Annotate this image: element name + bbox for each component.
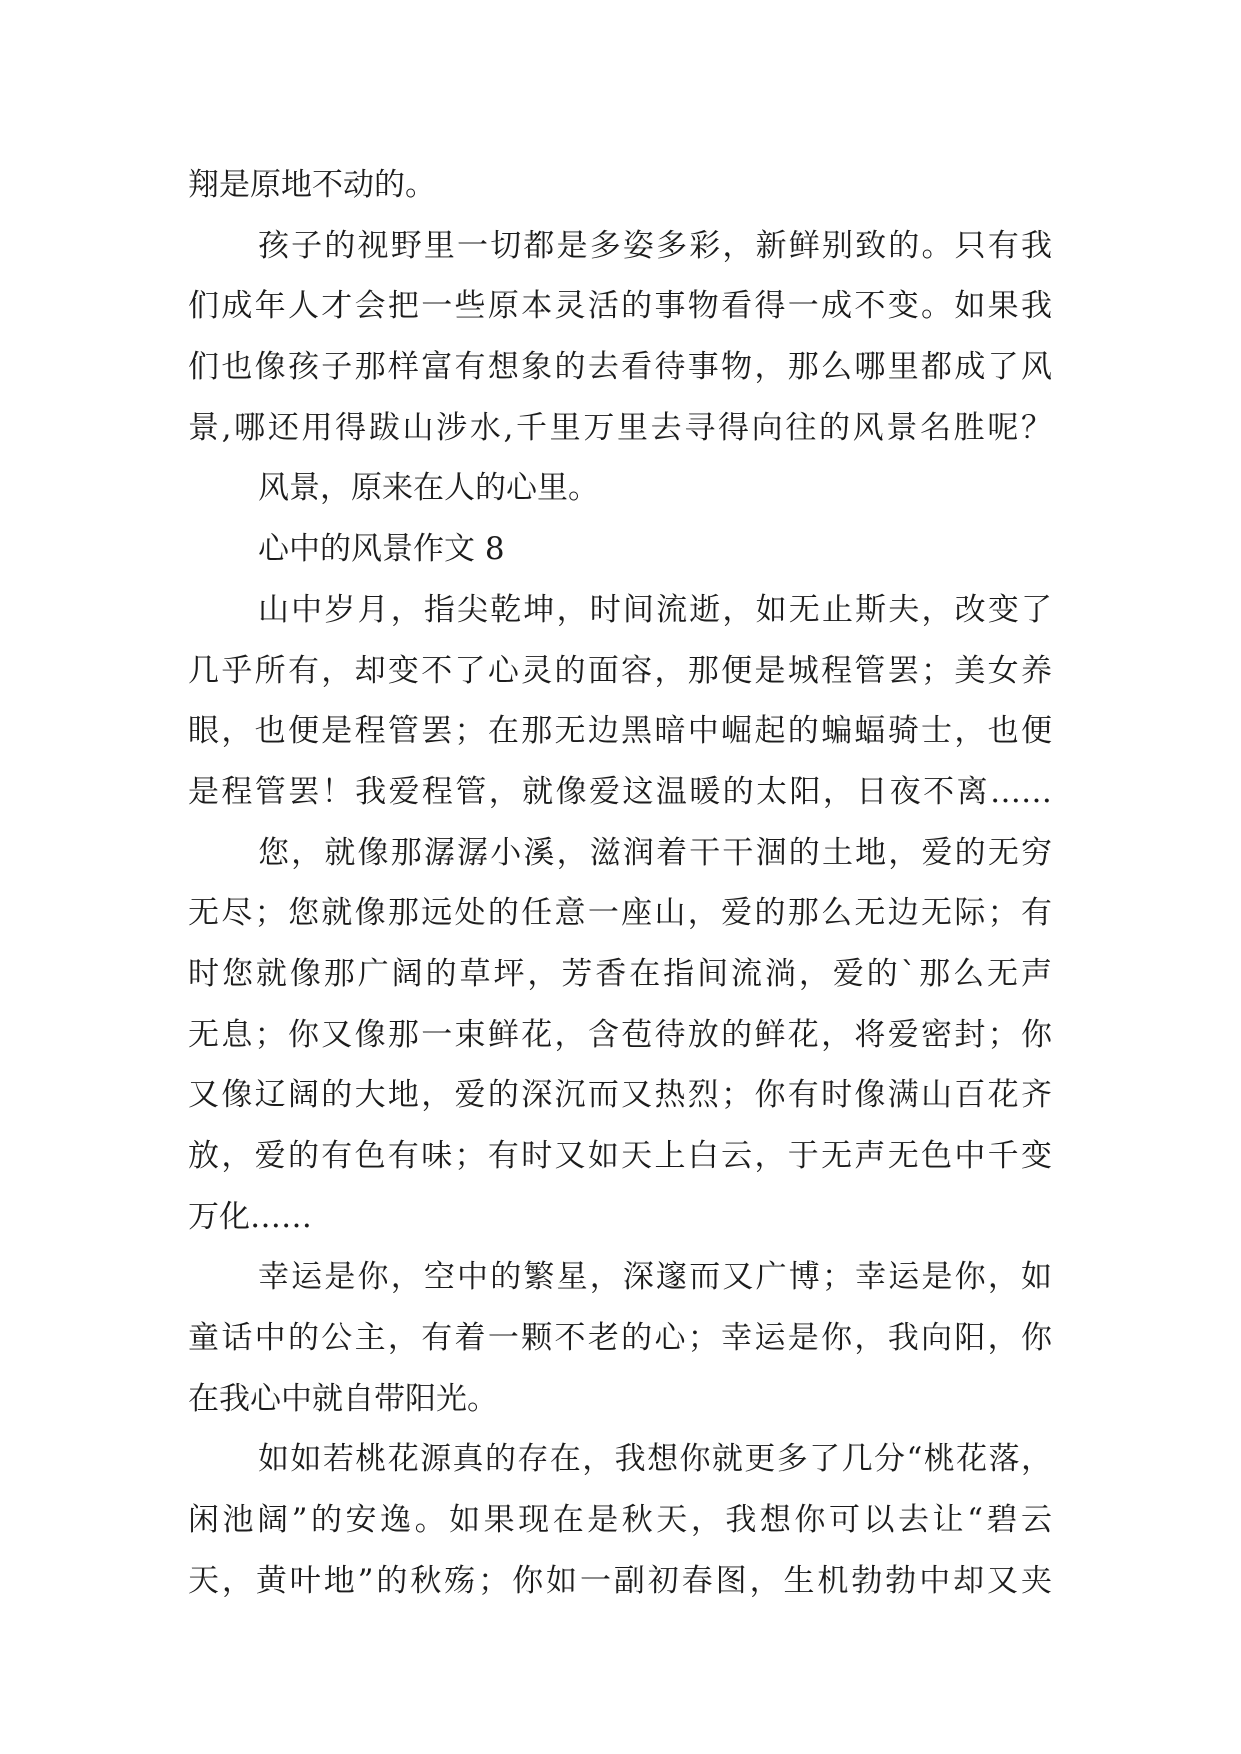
document-body <box>188 155 1052 1612</box>
text-line: 景,哪还用得跋山涉水,千里万里去寻得向往的风景名胜呢？ <box>188 409 1052 446</box>
text-line: 如如若桃花源真的存在，我想你就更多了几分“桃花落， <box>258 1441 1052 1478</box>
text-line: 放，爱的有色有味；有时又如天上白云，于无声无色中千变 <box>188 1138 1052 1174</box>
text-line: 又像辽阔的大地，爱的深沉而又热烈；你有时像满山百花齐 <box>188 1077 1052 1114</box>
text-line: 万化…… <box>188 1198 312 1235</box>
text-line: 幸运是你，空中的繁星，深邃而又广博；幸运是你，如 <box>258 1259 1052 1296</box>
text-line: 无息；你又像那一束鲜花，含苞待放的鲜花，将爱密封；你 <box>188 1016 1052 1053</box>
paragraph <box>188 823 1052 1248</box>
section-heading: 心中的风景作文 8 <box>258 531 505 568</box>
paragraph <box>188 1247 1052 1429</box>
text-line: 孩子的视野里一切都是多姿多彩，新鲜别致的。只有我 <box>258 227 1052 264</box>
text-line: 童话中的公主，有着一颗不老的心；幸运是你，我向阳，你 <box>188 1320 1052 1357</box>
text-line: 无尽；您就像那远处的任意一座山，爱的那么无边无际；有 <box>188 895 1052 932</box>
text-line: 您，就像那潺潺小溪，滋润着干干涸的土地，爱的无穷 <box>258 834 1052 871</box>
text-line: 翔是原地不动的。 <box>188 167 436 203</box>
paragraph <box>188 1429 1052 1611</box>
paragraph <box>188 155 1052 216</box>
text-line: 在我心中就自带阳光。 <box>188 1380 498 1417</box>
text-line: 闲池阔”的安逸。如果现在是秋天，我想你可以去让“碧云 <box>188 1502 1052 1539</box>
text-line: 是程管罢！我爱程管，就像爱这温暖的太阳，日夜不离…… <box>188 773 1052 810</box>
paragraph <box>188 216 1052 459</box>
text-line: 天，黄叶地”的秋殇；你如一副初春图，生机勃勃中却又夹 <box>188 1562 1052 1599</box>
text-line: 时您就像那广阔的草坪，芳香在指间流淌，爱的`那么无声 <box>188 955 1052 992</box>
paragraph <box>188 458 1052 519</box>
text-line: 风景，原来在人的心里。 <box>258 470 599 507</box>
text-line: 几乎所有，却变不了心灵的面容，那便是城程管罢；美女养 <box>188 652 1052 689</box>
text-line: 眼，也便是程管罢；在那无边黑暗中崛起的蝙蝠骑士，也便 <box>188 713 1052 750</box>
text-line: 们也像孩子那样富有想象的去看待事物，那么哪里都成了风 <box>188 349 1052 386</box>
text-line: 们成年人才会把一些原本灵活的事物看得一成不变。如果我 <box>188 288 1052 325</box>
text-line: 山中岁月，指尖乾坤，时间流逝，如无止斯夫，改变了 <box>258 591 1052 628</box>
paragraph <box>188 580 1052 823</box>
